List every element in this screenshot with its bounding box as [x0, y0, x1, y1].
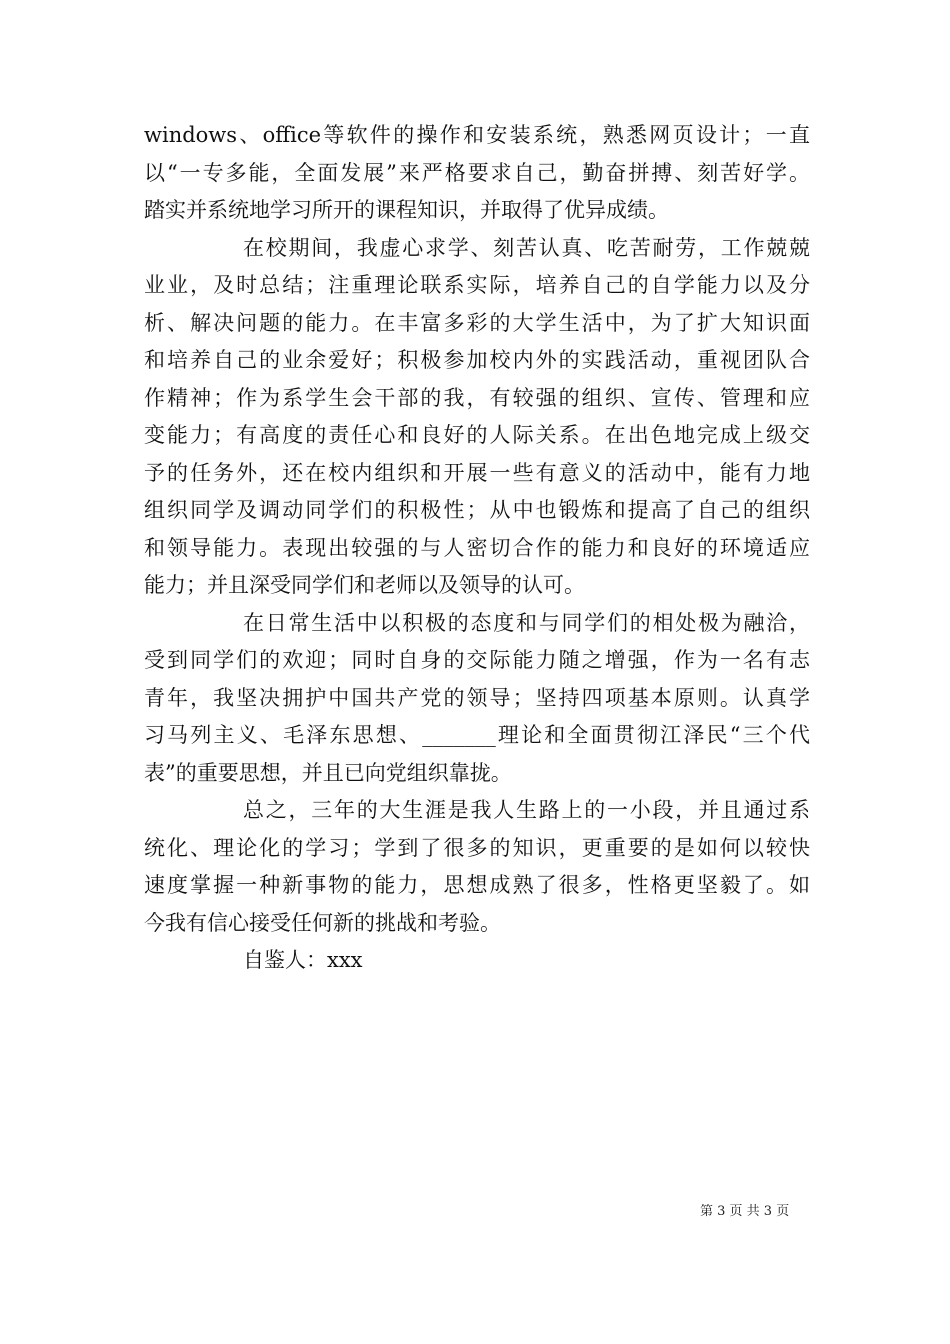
document-body	[144, 117, 810, 980]
text-line: 作精神；作为系学生会干部的我，有较强的组织、宣传、管理和应	[144, 385, 810, 410]
text-line: windows、office等软件的操作和安装系统，熟悉网页设计；一直	[144, 123, 810, 147]
text-line: 统化、理论化的学习；学到了很多的知识，更重要的是如何以较快	[144, 835, 810, 860]
paragraph-first-line: 在日常生活中以积极的态度和与同学们的相处极为融洽，	[243, 610, 810, 635]
text-line: 速度掌握一种新事物的能力，思想成熟了很多，性格更坚毅了。如	[144, 873, 810, 897]
paragraph-first-line: 在校期间，我虚心求学、刻苦认真、吃苦耐劳，工作兢兢	[243, 235, 810, 260]
text-line: 踏实并系统地学习所开的课程知识，并取得了优异成绩。	[144, 198, 669, 222]
text-line: 和领导能力。表现出较强的与人密切合作的能力和良好的环境适应	[144, 535, 810, 560]
signature: 自鉴人：xxx	[243, 948, 363, 972]
text-line: 习马列主义、毛泽东思想、_______理论和全面贯彻江泽民“三个代	[144, 723, 810, 747]
text-line: 今我有信心接受任何新的挑战和考验。	[144, 910, 501, 935]
text-line: 青年，我坚决拥护中国共产党的领导；坚持四项基本原则。认真学	[144, 685, 810, 710]
page-number-footer: 第 3 页 共 3 页	[700, 1204, 790, 1219]
text-line: 予的任务外，还在校内组织和开展一些有意义的活动中，能有力地	[144, 460, 810, 485]
text-line: 能力；并且深受同学们和老师以及领导的认可。	[144, 573, 585, 597]
text-line: 表”的重要思想，并且已向党组织靠拢。	[144, 760, 512, 785]
text-line: 变能力；有高度的责任心和良好的人际关系。在出色地完成上级交	[144, 423, 810, 447]
text-line: 以“一专多能，全面发展”来严格要求自己，勤奋拼搏、刻苦好学。	[144, 160, 810, 185]
text-line: 业业，及时总结；注重理论联系实际，培养自己的自学能力以及分	[144, 273, 810, 297]
paragraph-first-line: 总之，三年的大生涯是我人生路上的一小段，并且通过系	[243, 798, 810, 822]
text-line: 析、解决问题的能力。在丰富多彩的大学生活中，为了扩大知识面	[144, 310, 810, 335]
text-line: 组织同学及调动同学们的积极性；从中也锻炼和提高了自己的组织	[144, 498, 810, 522]
text-line: 和培养自己的业余爱好；积极参加校内外的实践活动，重视团队合	[144, 348, 810, 372]
text-line: 受到同学们的欢迎；同时自身的交际能力随之增强，作为一名有志	[144, 648, 810, 672]
